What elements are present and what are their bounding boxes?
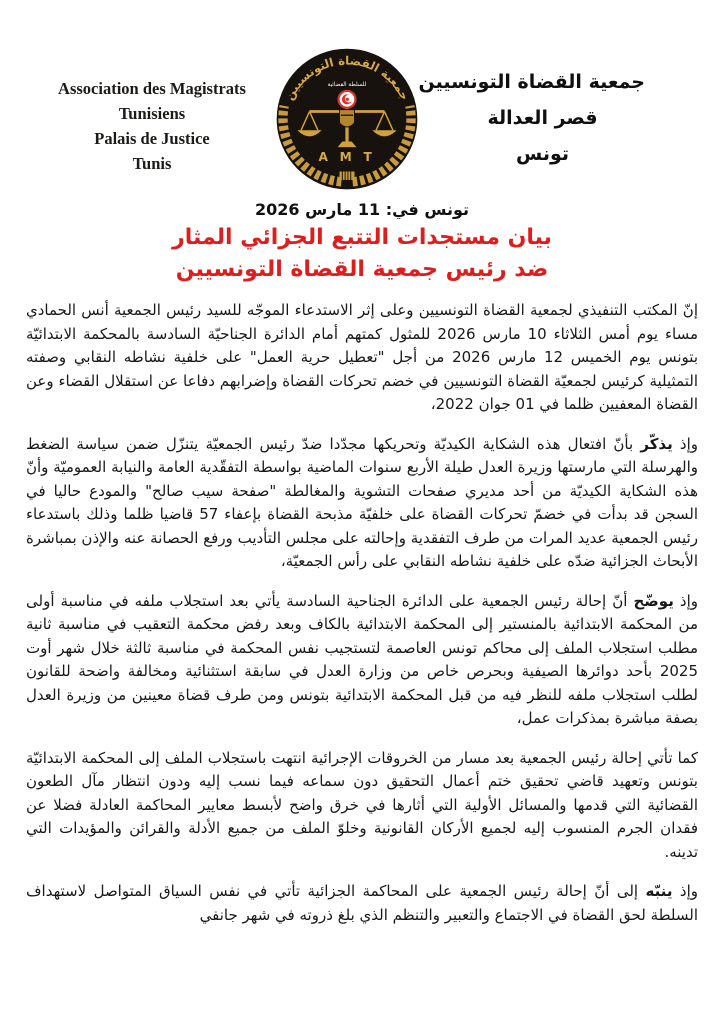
french-line: Association des Magistrats <box>58 79 246 98</box>
title-line-1: بيان مستجدات التتبع الجزائي المثار <box>172 225 552 250</box>
logo-arc-text: جمعية القضاة التونسيين <box>281 53 413 103</box>
body-paragraph-3: وإذ يوضّح أنّ إحالة رئيس الجمعية على الدائرة الجناحية السادسة يأتي بعد استجلاب ملفه في مناسبة أولى من المحكمة الابتدائية بالمنستير إلى المحكمة الابتدائية بالكاف وبعد رفض محكمة التعقيب في مناسبة ثانية مطلب استجلاب الملف إلى محاكم تونس العاصمة لتستجيب نفس المحكمة في مناسبة ثالثة خلال شهر أوت 2025 بأحد دوائرها الصيفية وبحرص خاص من وزارة العدل في سابقة استثنائية ومخالفة واضحة للقانون لطلب استجلاب ملفه للنظر فيه من قبل المحكمة الابتدائية بتونس ومن طرف قضاة معينين من وزيرة العدل بصفة مباشرة بمذكرات عمل، <box>26 591 699 727</box>
arabic-line: تونس <box>515 143 570 165</box>
document-title <box>0 222 724 286</box>
logo-inner-text: للسلطة القضائية <box>327 82 367 89</box>
logo-acronym: A M T <box>318 150 376 165</box>
wreath-ribbon-icon <box>340 172 355 180</box>
french-line: Tunis <box>132 154 172 173</box>
french-line: Tunisiens <box>118 104 186 123</box>
title-line-2: ضد رئيس جمعية القضاة التونسيين <box>175 257 549 282</box>
letterhead <box>0 0 724 198</box>
arabic-line: قصر العدالة <box>487 107 598 129</box>
body-paragraph-2: وإذ يذكّر بأنّ افتعال هذه الشكاية الكيديّة وتحريكها مجدّدا ضدّ رئيس الجمعيّة يتنزّل ضمن سياسة الضغط والهرسلة التي مارستها وزيرة العدل طيلة الأربع سنوات الماضية بواسطة التفقّدية العامة والنيابة العموميّة وأنّ هذه الشكاية الكيديّة من أحد مديري صفحات التشوية والمغالطة "صفحة سيب صالح" والمودع حاليا في السجن قد بدأت في خضمّ تحركات القضاة على خلفيّة مذبحة القضاة بإعفاء 57 قاضيا ظلما وذلك باستدعاء رئيس الجمعية عديد المرات من طرف التفقدية وإحالته على مجلس التأديب ورفع الحصانة عنه والإذن بمباشرة الأبحاث الجزائية ضدّه على خلفية نشاطه النقابي على رأس الجمعيّة، <box>26 434 698 570</box>
body-paragraph-1: إنّ المكتب التنفيذي لجمعية القضاة التونسيين وعلى إثر الاستدعاء الموجّه للسيد رئيس الجمعية أنس الحمادي مساء يوم أمس الثلاثاء 10 مارس 2026 للمثول كمتهم أمام الدائرة الجناحيّة السادسة بالمحكمة الابتدائيّة بتونس يوم الخميس 12 مارس 2026 من أجل "تعطيل حرية العمل" على خلفية نشاطه النقابي وصفته التمثيلية كرئيس لجمعيّة القضاة التونسيين في خضم تحركات القضاة وإضرابهم دفاعا عن استقلال القضاء وعن القضاة المعفيين ظلما في 01 جوان 2022، <box>26 301 698 413</box>
body-paragraph-4: كما تأتي إحالة رئيس الجمعية بعد مسار من الخروقات الإجرائية انتهت باستجلاب الملف إلى المحكمة الابتدائيّة بتونس وتعهيد قاضي تحقيق ختم أعمال التحقيق دون سماعه فيما نسب إليه ودون انتظار مآل الطعون القضائية التي قدمها والمسائل الأولية التي أثارها في خرق واضح لأبسط معايير المحاكمة العادلة فضلا عن فقدان الجرم المنسوب إليه لجميع الأركان القانونية وخلوّ الملف من جميع الأدلة والقرائن والمؤيدات التي تدينه. <box>26 748 698 861</box>
association-name-arabic <box>418 64 645 172</box>
arabic-line: جمعية القضاة التونسيين <box>418 71 645 93</box>
amt-logo-graphic <box>272 44 422 194</box>
body-paragraph-5: وإذ ينبّه إلى أنّ إحالة رئيس الجمعية على المحاكمة الجزائية تأتي في نفس السياق المتواصل لاستهداف السلطة لحق القضاة في الاجتماع والتعبير والتنظم الذي بلغ ذروته في شهر جانفي <box>26 882 699 924</box>
statement-body <box>0 286 724 927</box>
amt-logo <box>272 44 422 194</box>
date-line: تونس في: 11 مارس 2026 <box>254 200 469 219</box>
association-name-french <box>42 76 262 176</box>
french-line: Palais de Justice <box>94 129 210 148</box>
